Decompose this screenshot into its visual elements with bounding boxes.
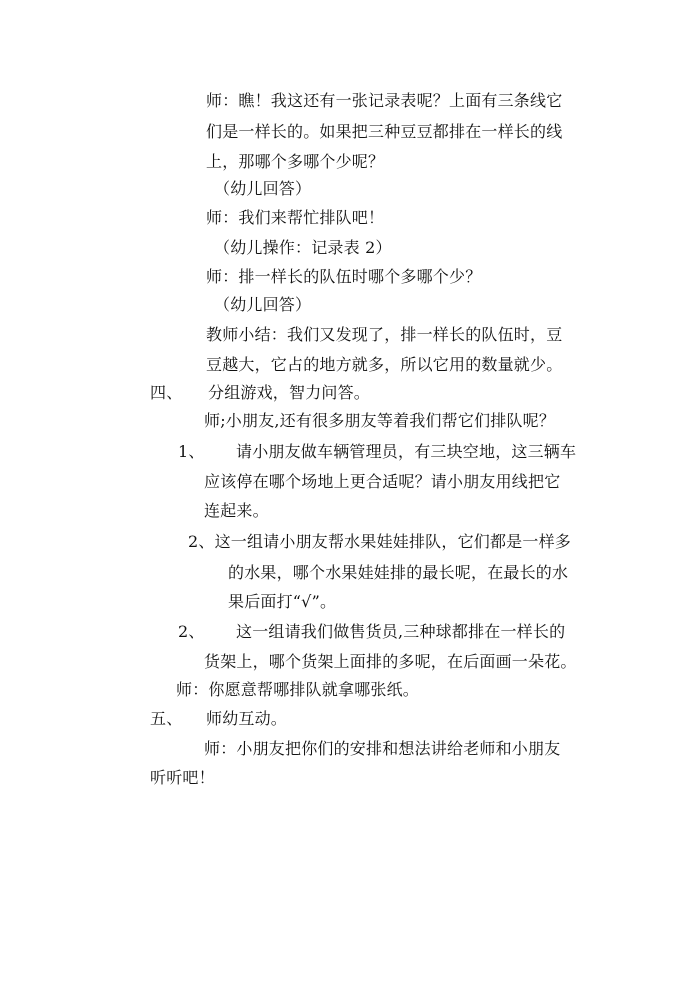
list-item-line: 应该停在哪个场地上更合适呢？请小朋友用线把它	[204, 472, 561, 491]
paragraph-line: （幼儿操作：记录表 2）	[214, 238, 392, 257]
list-item-line: 请小朋友做车辆管理员，有三块空地，这三辆车	[236, 442, 577, 461]
section-number: 五、	[150, 709, 183, 728]
paragraph-line: 上，那哪个多哪个少呢？	[206, 152, 385, 171]
paragraph-line: （幼儿回答）	[214, 295, 312, 314]
list-item-line: 果后面打“√”。	[228, 592, 337, 611]
paragraph-line: 师;小朋友,还有很多朋友等着我们帮它们排队呢？	[204, 411, 556, 430]
paragraph-line: 师：排一样长的队伍时哪个多哪个少？	[206, 267, 482, 286]
paragraph-line: 师：你愿意帮哪排队就拿哪张纸。	[176, 680, 420, 699]
list-item-line: 这一组请我们做售货员,三种球都排在一样长的	[236, 622, 566, 641]
section-heading: 分组游戏，智力问答。	[208, 383, 371, 402]
list-item-line: 连起来。	[204, 501, 269, 520]
list-item-line: 货架上，哪个货架上面排的多呢，在后面画一朵花。	[204, 652, 577, 671]
paragraph-line: 豆越大，它占的地方就多，所以它用的数量就少。	[206, 355, 563, 374]
paragraph-line: 们是一样长的。如果把三种豆豆都排在一样长的线	[206, 122, 563, 141]
section-heading: 师幼互动。	[206, 709, 288, 728]
section-number: 四、	[150, 383, 183, 402]
paragraph-line: 师：小朋友把你们的安排和想法讲给老师和小朋友	[204, 739, 561, 758]
list-item-line: 2、这一组请小朋友帮水果娃娃排队，它们都是一样多	[188, 532, 571, 551]
list-number: 2、	[178, 622, 205, 641]
paragraph-line: 师：瞧！我这还有一张记录表呢？上面有三条线它	[206, 91, 563, 110]
paragraph-line: 听听吧！	[150, 768, 215, 787]
paragraph-line: （幼儿回答）	[214, 179, 312, 198]
list-number: 1、	[178, 442, 205, 461]
list-item-line: 的水果，哪个水果娃娃排的最长呢，在最长的水	[228, 563, 569, 582]
paragraph-line: 师：我们来帮忙排队吧！	[206, 208, 385, 227]
paragraph-line: 教师小结：我们又发现了，排一样长的队伍时，豆	[206, 325, 563, 344]
